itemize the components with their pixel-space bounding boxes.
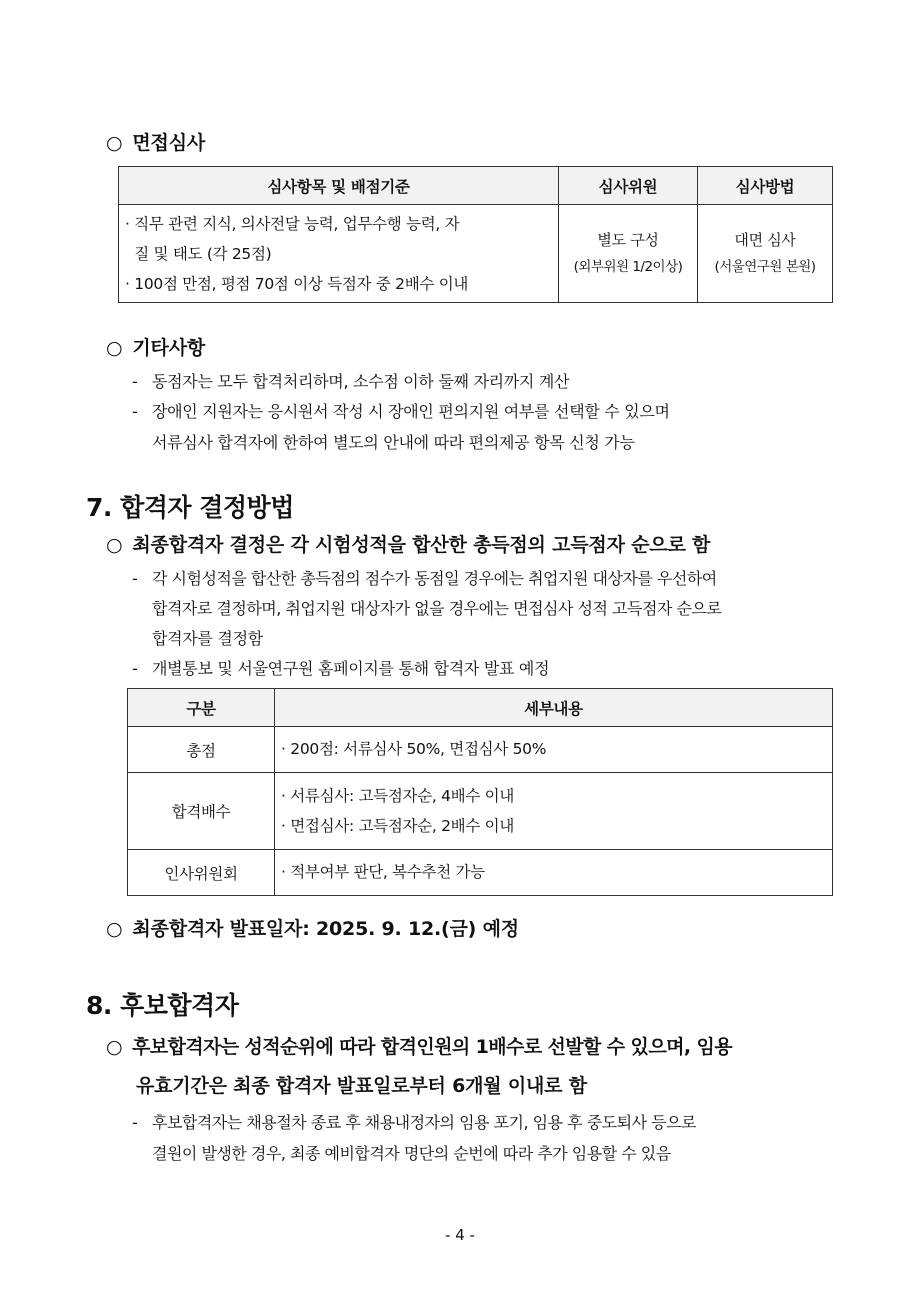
section-7-heading: ○ 최종합격자 결정은 각 시험성적을 합산한 총득점의 고득점자 순으로 함	[106, 534, 711, 556]
criteria-line: · 100점 만점, 평점 70점 이상 득점자 중 2배수 이내	[125, 275, 469, 294]
table-row: 인사위원회 · 적부여부 판단, 복수추천 가능	[128, 850, 833, 896]
interview-table	[118, 166, 833, 303]
circle-bullet-icon: ○	[106, 132, 123, 154]
list-item-continued: 결원이 발생한 경우, 최종 예비합격자 명단의 순번에 따라 추가 임용할 수 있음	[152, 1144, 671, 1163]
table-header: 세부내용	[275, 689, 833, 727]
list-item-continued: 서류심사 합격자에 한하여 별도의 안내에 따라 편의제공 항목 신청 가능	[152, 433, 635, 452]
announce-date: ○ 최종합격자 발표일자: 2025. 9. 12.(금) 예정	[106, 918, 519, 940]
table-header: 구분	[128, 689, 275, 727]
table-header: 심사방법	[698, 167, 833, 205]
list-item: - 각 시험성적을 합산한 총득점의 점수가 동점일 경우에는 취업지원 대상자를 우선하여	[132, 569, 717, 588]
circle-bullet-icon: ○	[106, 337, 123, 359]
section-8-heading: ○ 후보합격자는 성적순위에 따라 합격인원의 1배수로 선발할 수 있으며, 임용	[106, 1036, 732, 1058]
table-header: 심사항목 및 배점기준	[119, 167, 559, 205]
method-cell: 대면 심사 (서울연구원 본원)	[698, 205, 833, 303]
criteria-line: · 직무 관련 지식, 의사전달 능력, 업무수행 능력, 자	[125, 215, 460, 233]
criteria-line: 질 및 태도 (각 25점)	[125, 245, 272, 264]
page-number: - 4 -	[445, 1226, 475, 1244]
list-item: - 동점자는 모두 합격처리하며, 소수점 이하 둘째 자리까지 계산	[132, 372, 570, 391]
table-row: 총점 · 200점: 서류심사 50%, 면접심사 50%	[128, 727, 833, 773]
section-8-title: 8. 후보합격자	[86, 991, 239, 1020]
list-item: - 장애인 지원자는 응시원서 작성 시 장애인 편의지원 여부를 선택할 수 있으며	[132, 402, 670, 421]
circle-bullet-icon: ○	[106, 918, 123, 940]
list-item-continued: 합격자로 결정하며, 취업지원 대상자가 없을 경우에는 면접심사 성적 고득점자 순으로	[152, 599, 722, 618]
table-row: 합격배수 · 서류심사: 고득점자순, 4배수 이내 · 면접심사: 고득점자순, 2배수 이내	[128, 773, 833, 850]
committee-cell: 별도 구성 (외부위원 1/2이상)	[559, 205, 698, 303]
list-item-continued: 합격자를 결정함	[152, 629, 263, 648]
table-header: 심사위원	[559, 167, 698, 205]
criteria-cell	[119, 205, 559, 303]
list-item: - 후보합격자는 채용절차 종료 후 채용내정자의 임용 포기, 임용 후 중도퇴사 등으로	[132, 1113, 696, 1132]
section-8-heading-continued: 유효기간은 최종 합격자 발표일로부터 6개월 이내로 함	[136, 1075, 587, 1097]
etc-heading: ○ 기타사항	[106, 337, 206, 359]
list-item: - 개별통보 및 서울연구원 홈페이지를 통해 합격자 발표 예정	[132, 659, 550, 678]
criteria-table	[127, 688, 833, 896]
circle-bullet-icon: ○	[106, 1036, 122, 1058]
section-7-title: 7. 합격자 결정방법	[86, 493, 294, 522]
circle-bullet-icon: ○	[106, 534, 123, 556]
interview-heading: ○ 면접심사	[106, 132, 206, 154]
